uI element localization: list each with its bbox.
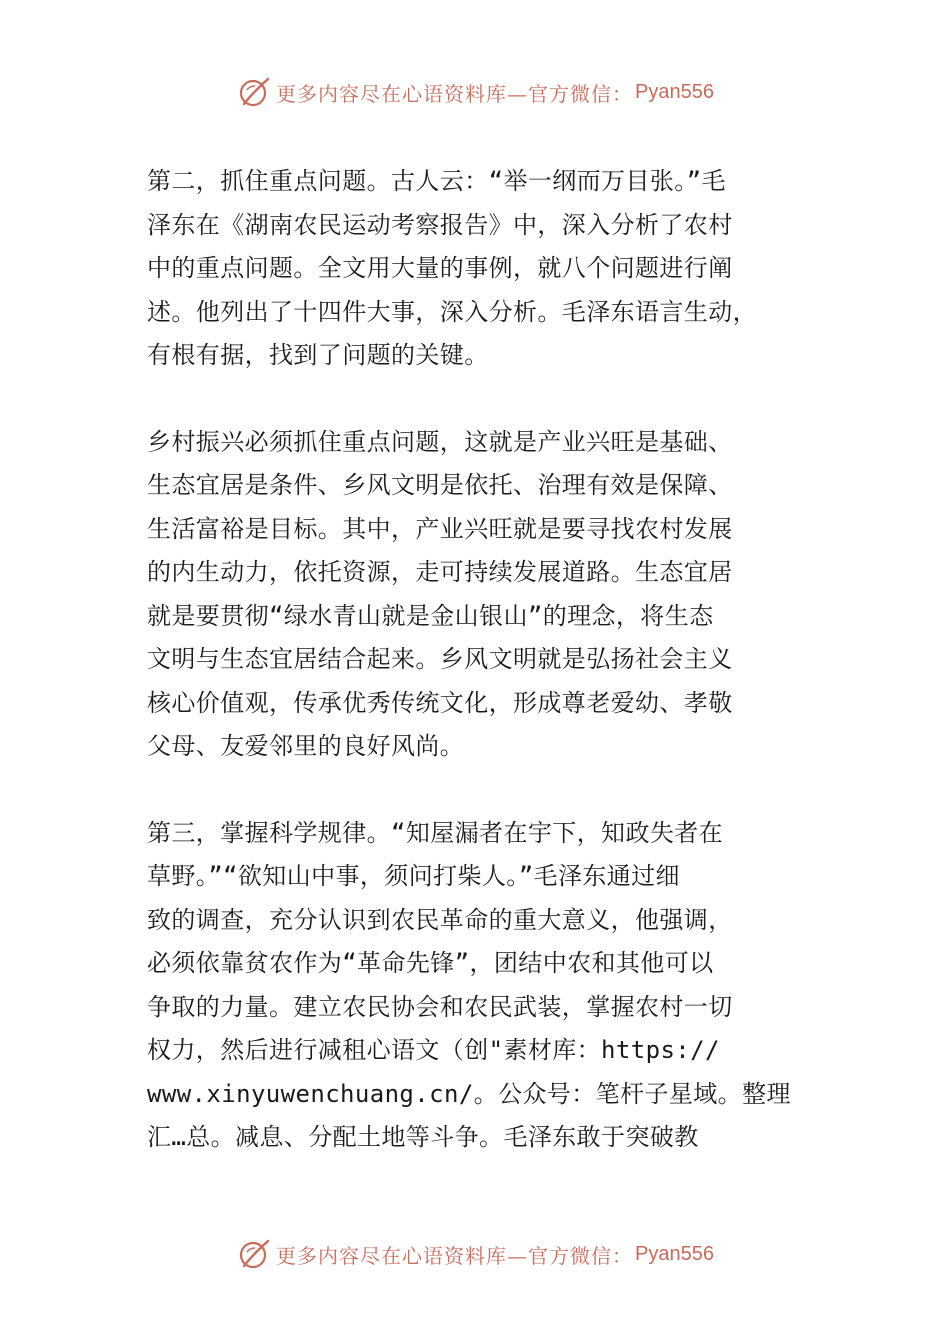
- text-line: 第三，掌握科学规律。“知屋漏者在宇下，知政失者在: [147, 818, 724, 847]
- text-line: 汇…总。减息、分配土地等斗争。毛泽东敢于突破教: [147, 1123, 699, 1151]
- text-line: 泽东在《湖南农民运动考察报告》中，深入分析了农村: [147, 210, 733, 239]
- text-line: 第二，抓住重点问题。古人云：“举一纲而万目张。”毛: [147, 167, 726, 195]
- quill-logo-icon: [236, 74, 272, 110]
- paragraph-scientific-laws: [147, 812, 807, 1160]
- paragraph-rural-revitalization: [147, 421, 807, 769]
- text-line: 父母、友爱邻里的良好风尚。: [147, 732, 465, 760]
- header-watermark-wechat-id: Pyan556: [635, 80, 714, 103]
- footer-watermark-banner: [0, 1232, 950, 1276]
- text-line: www.xinyuwenchuang.cn/。公众号：笔杆子星域。整理: [147, 1079, 791, 1108]
- text-line: 生态宜居是条件、乡风文明是依托、治理有效是保障、: [147, 471, 733, 499]
- quill-logo-icon: [236, 1236, 272, 1272]
- text-line: 致的调查，充分认识到农民革命的重大意义，他强调，: [147, 905, 733, 934]
- text-line: 中的重点问题。全文用大量的事例，就八个问题进行阐: [147, 254, 733, 282]
- header-watermark-banner: [0, 70, 950, 114]
- text-line: 草野。”“欲知山中事，须问打柴人。”毛泽东通过细: [147, 862, 680, 890]
- text-line: 文明与生态宜居结合起来。乡风文明就是弘扬社会主义: [147, 645, 733, 673]
- text-line: 争取的力量。建立农民协会和农民武装，掌握农村一切: [147, 992, 733, 1021]
- document-body: [147, 160, 807, 1203]
- text-line: 必须依靠贫农作为“革命先锋”，团结中农和其他可以: [147, 949, 714, 977]
- text-line: 乡村振兴必须抓住重点问题，这就是产业兴旺是基础、: [147, 427, 733, 456]
- text-line: 核心价值观，传承优秀传统文化，形成尊老爱幼、孝敬: [147, 688, 733, 717]
- footer-watermark-text: 更多内容尽在心语资料库—官方微信：: [276, 1243, 634, 1268]
- text-line: 就是要贯彻“绿水青山就是金山银山”的理念，将生态: [147, 601, 714, 630]
- text-line: 生活富裕是目标。其中，产业兴旺就是要寻找农村发展: [147, 514, 733, 543]
- text-line: 有根有据，找到了问题的关键。: [147, 341, 489, 369]
- text-line: 述。他列出了十四件大事，深入分析。毛泽东语言生动，: [147, 297, 757, 326]
- text-line: 权力，然后进行减租心语文（创"素材库：https://: [147, 1036, 720, 1064]
- text-line: 的内生动力，依托资源，走可持续发展道路。生态宜居: [147, 558, 733, 586]
- header-watermark-text: 更多内容尽在心语资料库—官方微信：: [276, 81, 634, 106]
- footer-watermark-wechat-id: Pyan556: [635, 1242, 714, 1265]
- paragraph-grasp-key-issues: [147, 160, 807, 378]
